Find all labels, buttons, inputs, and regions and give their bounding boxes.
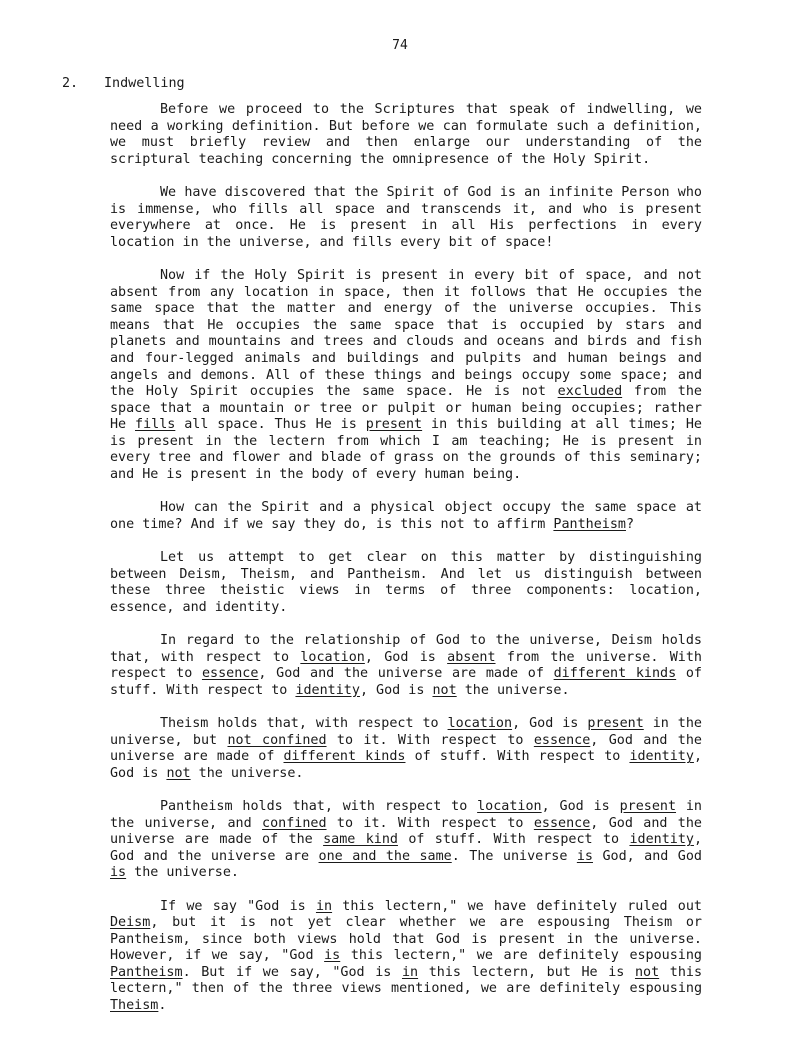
text-run: of stuff. With respect to <box>397 832 630 848</box>
underlined-term: location <box>477 798 542 814</box>
text-run: the universe. <box>126 865 239 881</box>
underlined-term: excluded <box>557 384 623 400</box>
section-title: Indwelling <box>104 76 185 91</box>
underlined-term: in <box>315 898 333 914</box>
underlined-term: one and the same <box>318 848 452 864</box>
text-run: to it. With respect to <box>326 815 534 831</box>
text-run: , God and the universe are made of <box>258 666 554 682</box>
underlined-term: location <box>300 649 365 665</box>
paragraph <box>110 899 702 1015</box>
text-run: , God is <box>541 798 620 814</box>
text-run: . <box>158 998 167 1014</box>
section-heading <box>62 76 185 93</box>
underlined-term: is <box>324 948 341 964</box>
underlined-term: is <box>576 848 593 864</box>
paragraph <box>110 550 702 616</box>
underlined-term: fills <box>135 417 176 433</box>
paragraph <box>110 716 702 782</box>
underlined-term: different kinds <box>553 666 677 682</box>
underlined-term: identity <box>629 749 694 765</box>
underlined-term: Theism <box>110 998 159 1014</box>
underlined-term: essence <box>533 732 591 748</box>
text-run: in this building at all times; He is present in the lectern from which I am teaching; He is present in every tree and flower and blade of grass on the grounds of this seminary; and He is present in the body of every human being. <box>110 417 702 483</box>
underlined-term: Deism <box>110 915 151 931</box>
underlined-term: essence <box>201 666 259 682</box>
underlined-term: is <box>110 865 127 881</box>
underlined-term: not <box>166 765 191 781</box>
text-run: , God is <box>110 749 702 781</box>
text-run: Let us attempt to get clear on this matter by distinguishing between Deism, Theism, and Pantheism. And let us distinguish between these three theistic views in terms of three components: location, essence, and identity. <box>110 550 702 615</box>
text-run: ? <box>625 516 635 532</box>
text-run: , God is <box>359 682 433 698</box>
underlined-term: identity <box>295 682 360 698</box>
underlined-term: same kind <box>323 832 398 848</box>
underlined-term: absent <box>447 649 496 665</box>
underlined-term: Pantheism <box>553 516 626 532</box>
text-run: God, and God <box>592 848 702 864</box>
text-run: in the universe, but <box>110 715 702 748</box>
text-run: . The universe <box>451 848 577 864</box>
body-text <box>110 102 702 1031</box>
paragraph <box>110 102 702 168</box>
text-run: from the universe. With respect to <box>110 649 702 682</box>
text-run: We have discovered that the Spirit of God is an infinite Person who is immense, who fills all space and transcends it, and who is present everywhere at once. He is present in all His perfections in every location in the universe, and fills every bit of space! <box>110 184 702 250</box>
text-run: Pantheism holds that, with respect to <box>160 798 478 814</box>
paragraph <box>110 185 702 251</box>
text-run: Theism holds that, with respect to <box>160 715 448 731</box>
underlined-term: identity <box>629 832 694 848</box>
paragraph <box>110 500 702 533</box>
section-number: 2. <box>62 76 79 91</box>
text-run: , God and the universe are made of <box>110 732 702 765</box>
underlined-term: essence <box>533 815 591 831</box>
paragraph <box>110 268 702 484</box>
paragraph <box>110 799 702 882</box>
text-run: Now if the Holy Spirit is present in every bit of space, and not absent from any location in space, then it follows that He occupies the same space that the matter and energy of the universe occupies. This means that He occupies the same space that is occupied by stars and planets and mountains and trees and clouds and oceans and birds and fish and four-legged animals and buildings and pulpits and human beings and angels and demons. All of these things and beings occupy some space; and the Holy Spirit occupies the same space. He is not <box>110 267 702 400</box>
text-run: In regard to the relationship of God to the universe, Deism holds that, with respect to <box>110 633 702 665</box>
text-run: , God is <box>512 715 588 731</box>
text-run: in the universe, and <box>110 798 702 831</box>
underlined-term: location <box>447 715 513 731</box>
underlined-term: confined <box>262 815 327 831</box>
text-run: , God is <box>364 649 448 665</box>
underlined-term: present <box>619 798 677 814</box>
text-run: from the space that a mountain or tree or pulpit or human being occupies; rather He <box>110 384 702 433</box>
text-run: How can the Spirit and a physical object occupy the same space at one time? And if we say they do, is this not to affirm <box>110 500 702 532</box>
underlined-term: in <box>401 964 419 980</box>
text-run: , but it is not yet clear whether we are espousing Theism or Pantheism, since both views hold that God is present in the universe. However, if we say, "God <box>110 915 702 964</box>
text-run: If we say "God is <box>160 898 316 914</box>
text-run: this lectern," we have definitely ruled out <box>332 898 702 914</box>
underlined-term: Pantheism <box>110 964 183 980</box>
text-run: this lectern," we are definitely espousing <box>340 948 702 964</box>
text-run: , God and the universe are made of the <box>110 815 702 848</box>
text-run: to it. With respect to <box>326 732 534 748</box>
underlined-term: not <box>432 682 457 698</box>
underlined-term: not confined <box>227 732 327 748</box>
text-run: Before we proceed to the Scriptures that speak of indwelling, we need a working definition. But before we can formulate such a definition, we must briefly review and then enlarge our understanding of the scriptural teaching concerning the omnipresence of the Holy Spirit. <box>110 102 702 167</box>
text-run: of stuff. With respect to <box>405 749 630 765</box>
text-run: . But if we say, "God is <box>182 964 402 980</box>
underlined-term: not <box>634 964 660 980</box>
text-run: all space. Thus He is <box>175 417 366 433</box>
underlined-term: present <box>365 417 423 433</box>
underlined-term: present <box>587 715 644 731</box>
underlined-term: different kinds <box>283 749 406 765</box>
paragraph <box>110 633 702 699</box>
text-run: this lectern, but He is <box>418 964 635 980</box>
text-run: of stuff. With respect to <box>110 666 702 698</box>
text-run: , God and the universe are <box>110 832 703 864</box>
text-run: the universe. <box>190 765 304 781</box>
page-number: 74 <box>392 38 408 53</box>
text-run: the universe. <box>456 682 570 698</box>
text-run: this lectern," then of the three views mentioned, we are definitely espousing <box>110 964 703 997</box>
